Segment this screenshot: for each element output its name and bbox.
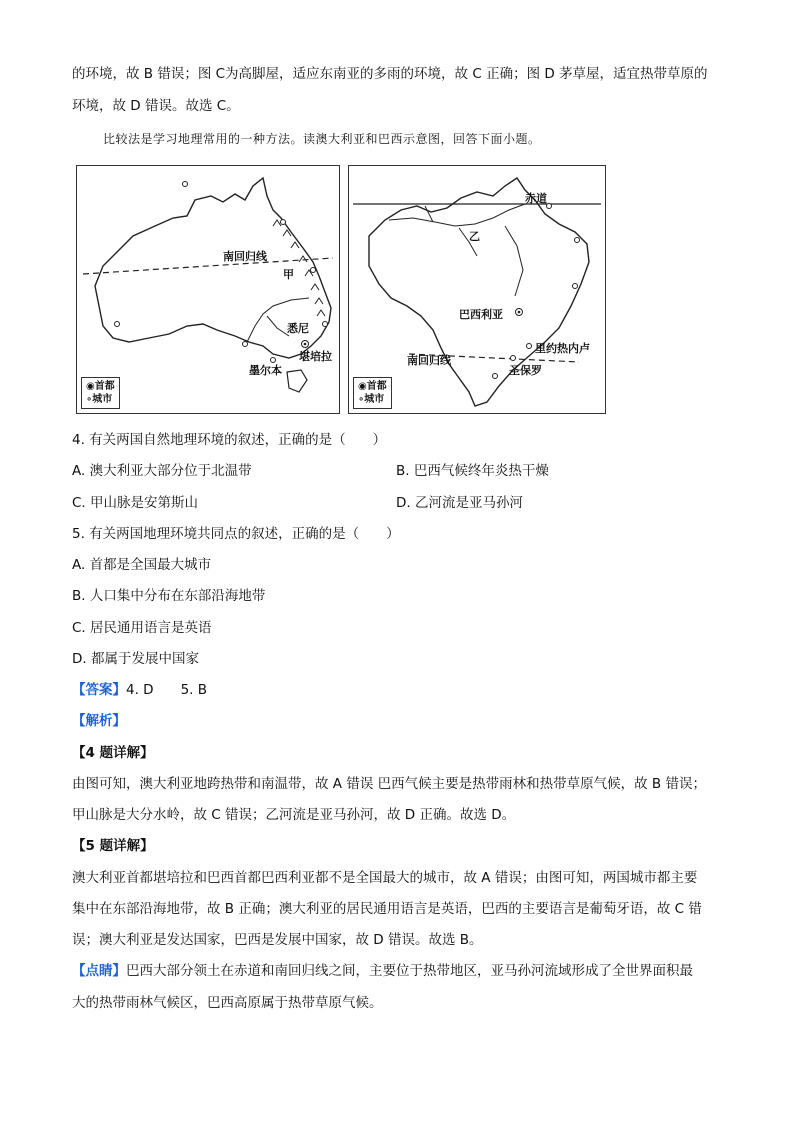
answer-line <box>72 680 207 700</box>
city-label-sydney: 悉尼 <box>287 322 309 335</box>
city-label-canberra: 堪培拉 <box>299 350 332 363</box>
text-line: 由图可知，澳大利亚地跨热带和南温带，故 A 错误 巴西气候主要是热带雨林和热带草原气候，故 B 错误； <box>72 776 706 792</box>
answer-text: 4. D 5. B <box>126 682 207 698</box>
text-line: 澳大利亚首都堪培拉和巴西首都巴西利亚都不是全国最大的城市，故 A 错误；由图可知，两国城市都主要 <box>72 870 698 886</box>
brazil-map <box>348 165 606 414</box>
text-line: 环境，故 D 错误。故选 C。 <box>72 98 240 114</box>
capital-icon: ◉ <box>86 381 95 392</box>
text-line: 甲山脉是大分水岭，故 C 错误；乙河流是亚马孙河，故 D 正确。故选 D。 <box>72 807 516 823</box>
text-line: 误；澳大利亚是发达国家，巴西是发展中国家，故 D 错误。故选 B。 <box>72 932 483 948</box>
detail-4-tag: 【4 题详解】 <box>72 745 154 761</box>
city-label-melbourne: 墨尔本 <box>249 364 282 377</box>
q4-option-b: B. 巴西气候终年炎热干燥 <box>396 463 549 479</box>
q5-option-b: B. 人口集中分布在东部沿海地带 <box>72 588 266 604</box>
map-legend: ◉首都 ∘城市 <box>81 377 120 409</box>
q4-option-c: C. 甲山脉是安第斯山 <box>72 495 199 511</box>
analysis-tag: 【解析】 <box>72 713 126 729</box>
river-label: 乙 <box>469 230 480 243</box>
capital-icon: ◉ <box>358 381 367 392</box>
answer-tag: 【答案】 <box>72 682 126 698</box>
text-line: 集中在东部沿海地带，故 B 正确；澳大利亚的居民通用语言是英语，巴西的主要语言是葡萄牙语，故 C 错 <box>72 901 702 917</box>
capital-label: 巴西利亚 <box>459 308 503 321</box>
tip-line: 【点睛】巴西大部分领土在赤道和南回归线之间，主要位于热带地区，亚马孙河流域形成了全世界面积最 <box>72 963 693 979</box>
city-icon: ∘ <box>86 394 93 405</box>
detail-5-tag: 【5 题详解】 <box>72 838 154 854</box>
question-intro: 比较法是学习地理常用的一种方法。读澳大利亚和巴西示意图，回答下面小题。 <box>103 132 541 146</box>
q4-option-d: D. 乙河流是亚马孙河 <box>396 495 523 511</box>
question-4-stem: 4. 有关两国自然地理环境的叙述，正确的是（ ） <box>72 432 387 448</box>
city-label-rio: 里约热内卢 <box>535 342 590 355</box>
tip-tag: 【点睛】 <box>72 963 126 979</box>
text-line: 的环境，故 B 错误；图 C为高脚屋，适应东南亚的多雨的环境，故 C 正确；图 D 茅草屋，适宜热带草原的 <box>72 66 708 82</box>
q4-option-a: A. 澳大利亚大部分位于北温带 <box>72 463 252 479</box>
question-5-stem: 5. 有关两国地理环境共同点的叙述，正确的是（ ） <box>72 526 400 542</box>
q5-option-a: A. 首都是全国最大城市 <box>72 557 212 573</box>
equator-label: 赤道 <box>525 192 547 205</box>
tropic-label: 南回归线 <box>407 354 451 367</box>
text-line: 大的热带雨林气候区，巴西高原属于热带草原气候。 <box>72 995 383 1011</box>
map-legend: ◉首都 ∘城市 <box>353 377 392 409</box>
city-icon: ∘ <box>358 394 365 405</box>
australia-map <box>76 165 340 414</box>
q5-option-c: C. 居民通用语言是英语 <box>72 620 212 636</box>
tropic-label: 南回归线 <box>223 250 267 263</box>
q5-option-d: D. 都属于发展中国家 <box>72 651 199 667</box>
mountain-label: 甲 <box>283 268 294 281</box>
city-label-saopaulo: 圣保罗 <box>509 364 542 377</box>
